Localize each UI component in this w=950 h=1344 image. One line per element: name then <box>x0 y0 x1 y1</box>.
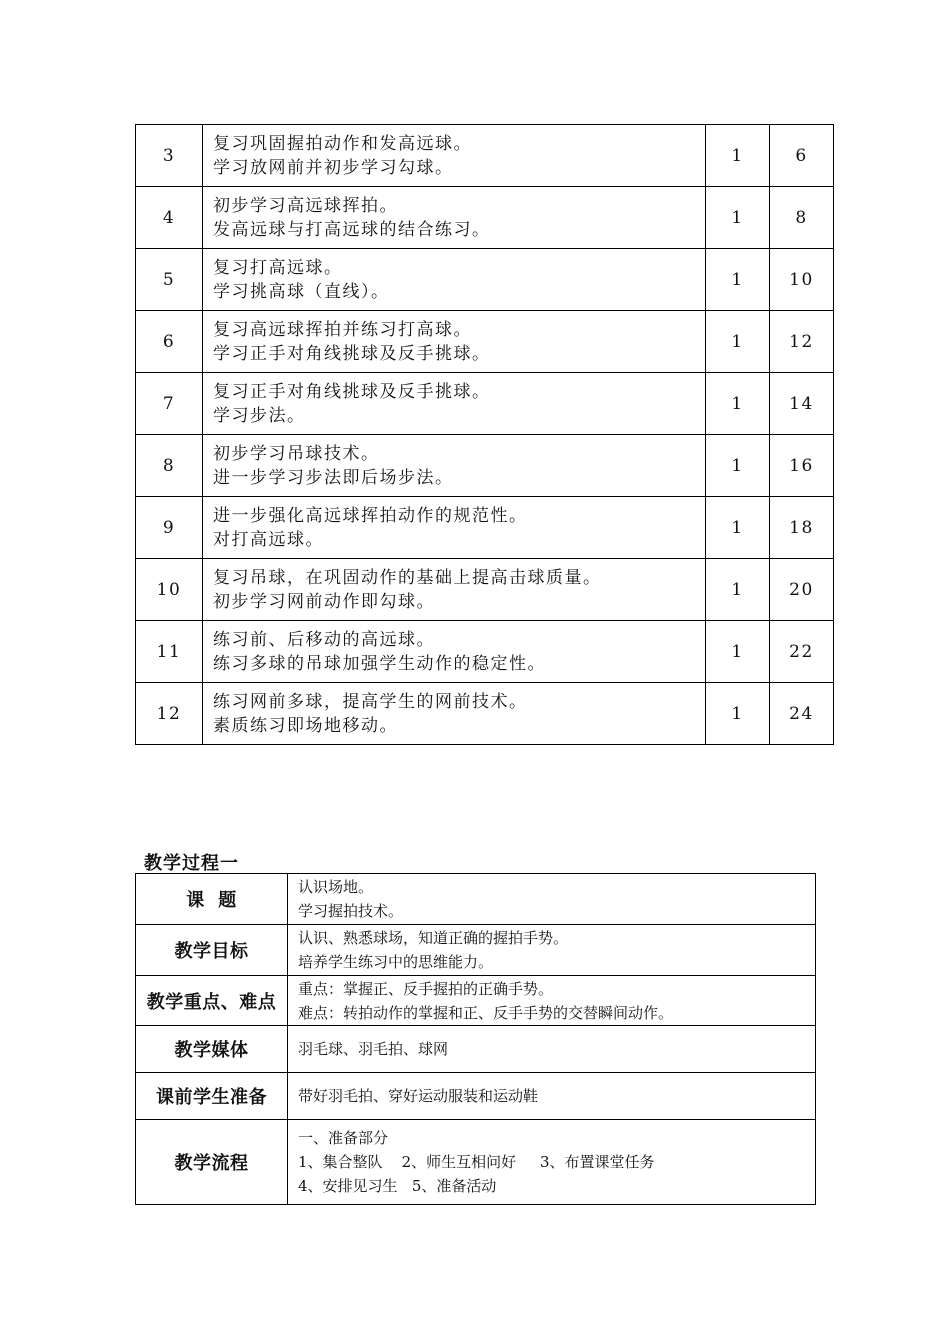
row-value <box>288 1120 816 1205</box>
table-row <box>136 125 834 187</box>
row-value <box>288 925 816 976</box>
table-row <box>136 187 834 249</box>
lesson-hours: 1 <box>706 311 770 373</box>
content-line: 复习吊球，在巩固动作的基础上提高击球质量。 <box>213 567 602 588</box>
cumulative-hours: 16 <box>770 435 834 497</box>
content-line: 复习打高远球。 <box>213 257 343 278</box>
process-body <box>136 874 816 1205</box>
content-line: 进一步强化高远球挥拍动作的规范性。 <box>213 505 528 526</box>
content-line: 素质练习即场地移动。 <box>213 715 398 736</box>
content-line: 学习挑高球（直线）。 <box>213 281 390 302</box>
lesson-number: 6 <box>136 311 203 373</box>
value-line: 培养学生练习中的思维能力。 <box>298 953 494 971</box>
content-line: 练习网前多球，提高学生的网前技术。 <box>213 691 528 712</box>
lesson-hours: 1 <box>706 621 770 683</box>
cumulative-hours: 14 <box>770 373 834 435</box>
value-line: 羽毛球、羽毛拍、球网 <box>298 1040 449 1058</box>
table-row <box>136 249 834 311</box>
lesson-number: 12 <box>136 683 203 745</box>
lesson-hours: 1 <box>706 373 770 435</box>
content-line: 发高远球与打高远球的结合练习。 <box>213 219 491 240</box>
lesson-content <box>203 125 706 187</box>
table-row <box>136 559 834 621</box>
table-row <box>136 683 834 745</box>
content-line: 学习正手对角线挑球及反手挑球。 <box>213 343 491 364</box>
lesson-content <box>203 559 706 621</box>
table-row <box>136 874 816 925</box>
schedule-body <box>136 125 834 745</box>
row-value <box>288 874 816 925</box>
lesson-content <box>203 249 706 311</box>
cumulative-hours: 22 <box>770 621 834 683</box>
content-line: 对打高远球。 <box>213 529 324 550</box>
cumulative-hours: 10 <box>770 249 834 311</box>
lesson-hours: 1 <box>706 435 770 497</box>
content-line: 复习高远球挥拍并练习打高球。 <box>213 319 472 340</box>
lesson-process-table <box>135 873 816 1205</box>
lesson-content <box>203 497 706 559</box>
row-label: 教学流程 <box>136 1120 288 1205</box>
schedule-table <box>135 124 834 745</box>
lesson-content <box>203 683 706 745</box>
content-line: 练习前、后移动的高远球。 <box>213 629 435 650</box>
table-row <box>136 497 834 559</box>
cumulative-hours: 18 <box>770 497 834 559</box>
value-line: 重点：掌握正、反手握拍的正确手势。 <box>298 979 554 998</box>
table-row <box>136 976 816 1026</box>
table-row <box>136 311 834 373</box>
row-value <box>288 1026 816 1073</box>
content-line: 复习正手对角线挑球及反手挑球。 <box>213 381 491 402</box>
content-line: 学习放网前并初步学习勾球。 <box>213 157 454 178</box>
value-line: 学习握拍技术。 <box>298 902 404 920</box>
content-line: 复习巩固握拍动作和发高远球。 <box>213 133 472 154</box>
table-row <box>136 1073 816 1120</box>
value-line: 4、安排见习生 5、准备活动 <box>298 1177 497 1195</box>
lesson-number: 10 <box>136 559 203 621</box>
lesson-number: 5 <box>136 249 203 311</box>
row-label: 课 题 <box>136 874 288 925</box>
value-line: 难点：转拍动作的掌握和正、反手手势的交替瞬间动作。 <box>298 1003 674 1022</box>
lesson-hours: 1 <box>706 249 770 311</box>
value-line: 认识、熟悉球场，知道正确的握拍手势。 <box>298 929 569 947</box>
content-line: 学习步法。 <box>213 405 306 426</box>
value-line: 带好羽毛拍、穿好运动服装和运动鞋 <box>298 1087 539 1105</box>
row-label: 教学重点、难点 <box>136 976 288 1026</box>
content-line: 初步学习网前动作即勾球。 <box>213 591 435 612</box>
lesson-content <box>203 435 706 497</box>
table-row <box>136 373 834 435</box>
cumulative-hours: 8 <box>770 187 834 249</box>
row-label: 教学目标 <box>136 925 288 976</box>
content-line: 初步学习吊球技术。 <box>213 443 380 464</box>
lesson-number: 4 <box>136 187 203 249</box>
value-line: 认识场地。 <box>298 878 374 896</box>
value-line: 1、集合整队 2、师生互相问好 3、布置课堂任务 <box>298 1153 655 1171</box>
table-row <box>136 621 834 683</box>
cumulative-hours: 12 <box>770 311 834 373</box>
cumulative-hours: 6 <box>770 125 834 187</box>
lesson-content <box>203 311 706 373</box>
lesson-hours: 1 <box>706 497 770 559</box>
lesson-number: 7 <box>136 373 203 435</box>
content-line: 初步学习高远球挥拍。 <box>213 195 398 216</box>
lesson-hours: 1 <box>706 125 770 187</box>
lesson-number: 9 <box>136 497 203 559</box>
lesson-content <box>203 621 706 683</box>
value-line: 一、准备部分 <box>298 1129 389 1147</box>
lesson-content <box>203 373 706 435</box>
section-title: 教学过程一 <box>144 853 239 874</box>
table-row <box>136 1120 816 1205</box>
content-line: 进一步学习步法即后场步法。 <box>213 467 454 488</box>
row-label: 教学媒体 <box>136 1026 288 1073</box>
content-line: 练习多球的吊球加强学生动作的稳定性。 <box>213 653 546 674</box>
lesson-hours: 1 <box>706 683 770 745</box>
lesson-hours: 1 <box>706 559 770 621</box>
row-value <box>288 976 816 1026</box>
cumulative-hours: 20 <box>770 559 834 621</box>
cumulative-hours: 24 <box>770 683 834 745</box>
lesson-number: 8 <box>136 435 203 497</box>
lesson-content <box>203 187 706 249</box>
lesson-number: 3 <box>136 125 203 187</box>
row-label: 课前学生准备 <box>136 1073 288 1120</box>
table-row <box>136 925 816 976</box>
lesson-hours: 1 <box>706 187 770 249</box>
table-row <box>136 435 834 497</box>
row-value <box>288 1073 816 1120</box>
lesson-number: 11 <box>136 621 203 683</box>
table-row <box>136 1026 816 1073</box>
